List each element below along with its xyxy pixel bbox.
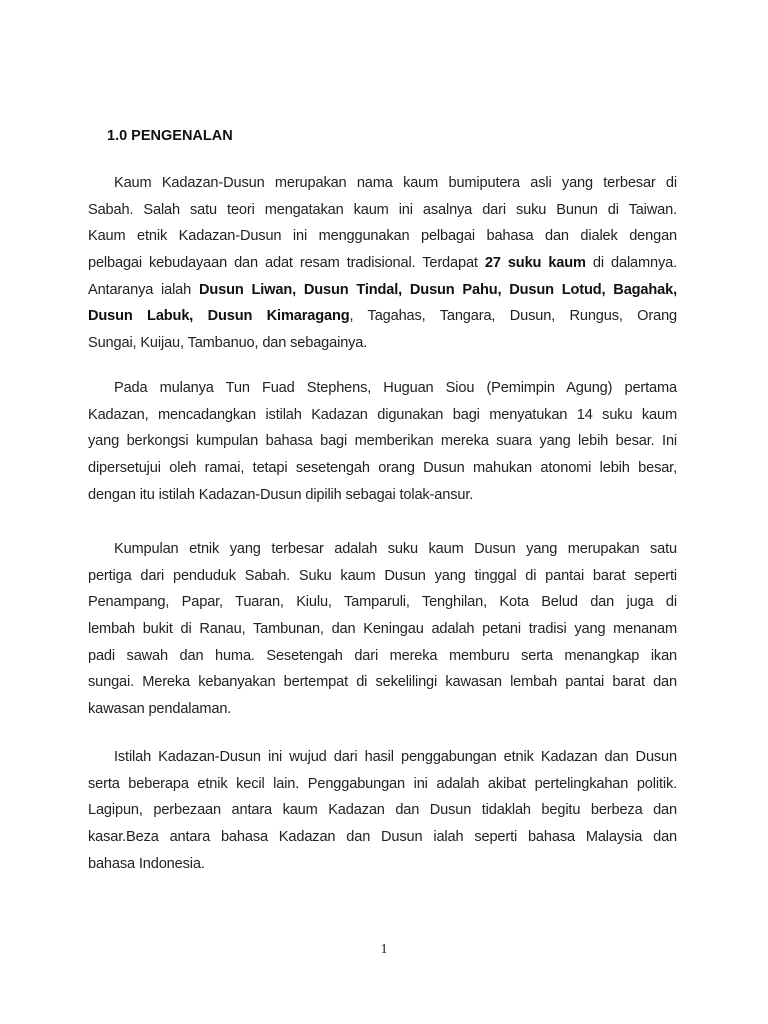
text-line bbox=[88, 277, 677, 304]
text-line bbox=[88, 223, 677, 250]
text-line bbox=[88, 669, 677, 696]
text-run: , Tagahas, Tangara, Dusun, Rungus, Orang bbox=[349, 308, 677, 325]
text-run: dengan itu istilah Kadazan-Dusun dipilih sebagai tolak-ansur. bbox=[88, 486, 474, 503]
paragraph-3 bbox=[88, 536, 677, 723]
text-run: lembah bukit di Ranau, Tambunan, dan Keningau adalah petani tradisi yang menanam bbox=[88, 621, 677, 638]
text-line bbox=[88, 402, 677, 429]
page-number: 1 bbox=[380, 942, 388, 957]
text-line bbox=[88, 170, 677, 197]
text-run: Pada mulanya Tun Fuad Stephens, Huguan Siou (Pemimpin Agung) pertama bbox=[114, 380, 677, 396]
text-line bbox=[88, 250, 677, 277]
text-run: Istilah Kadazan-Dusun ini wujud dari hasil penggabungan etnik Kadazan dan Dusun bbox=[114, 749, 677, 765]
paragraph-4 bbox=[88, 744, 677, 877]
text-line bbox=[88, 428, 677, 455]
text-line bbox=[88, 643, 677, 670]
text-run: serta beberapa etnik kecil lain. Penggabungan ini adalah akibat pertelingkahan politik. bbox=[88, 775, 677, 792]
text-line bbox=[88, 455, 677, 482]
text-line bbox=[88, 330, 677, 357]
text-run: Sungai, Kuijau, Tambanuo, dan sebagainya. bbox=[88, 335, 368, 352]
text-run: pelbagai kebudayaan dan adat resam tradisional. Terdapat bbox=[88, 255, 485, 272]
paragraph-2 bbox=[88, 375, 677, 508]
text-line bbox=[88, 616, 677, 643]
text-line bbox=[88, 797, 677, 824]
text-run: Kumpulan etnik yang terbesar adalah suku kaum Dusun yang merupakan satu bbox=[114, 541, 677, 557]
text-line bbox=[88, 771, 677, 798]
text-line bbox=[88, 589, 677, 616]
text-line bbox=[88, 303, 677, 330]
text-run: di dalamnya. bbox=[585, 255, 677, 272]
text-line bbox=[88, 197, 677, 224]
text-line bbox=[88, 824, 677, 851]
text-line bbox=[88, 563, 677, 590]
section-heading: 1.0 PENGENALAN bbox=[107, 128, 233, 144]
text-run: padi sawah dan huma. Sesetengah dari mereka memburu serta menangkap ikan bbox=[88, 647, 677, 664]
text-line bbox=[88, 482, 677, 509]
text-run: yang berkongsi kumpulan bahasa bagi memberikan mereka suara yang lebih besar. Ini bbox=[88, 433, 677, 450]
text-run: Antaranya ialah bbox=[88, 281, 199, 298]
text-line bbox=[88, 375, 677, 402]
text-run: sungai. Mereka kebanyakan bertempat di sekelilingi kawasan lembah pantai barat dan bbox=[88, 674, 677, 691]
text-run: Kadazan, mencadangkan istilah Kadazan digunakan bagi menyatukan 14 suku kaum bbox=[88, 406, 677, 423]
text-line bbox=[88, 696, 677, 723]
text-line bbox=[88, 851, 677, 878]
bold-text: 27 suku kaum bbox=[484, 255, 586, 272]
text-run: bahasa Indonesia. bbox=[88, 855, 205, 872]
text-run: kasar.Beza antara bahasa Kadazan dan Dusun ialah seperti bahasa Malaysia dan bbox=[88, 829, 677, 846]
bold-text: Dusun Labuk, Dusun Kimaragang bbox=[88, 308, 350, 325]
text-run: dipersetujui oleh ramai, tetapi sesetengah orang Dusun mahukan atonomi lebih besar, bbox=[88, 460, 677, 477]
text-run: Kaum etnik Kadazan-Dusun ini menggunakan pelbagai bahasa dan dialek dengan bbox=[88, 228, 677, 245]
text-line bbox=[88, 744, 677, 771]
text-run: kawasan pendalaman. bbox=[88, 701, 232, 718]
text-line bbox=[88, 536, 677, 563]
text-run: Kaum Kadazan-Dusun merupakan nama kaum bumiputera asli yang terbesar di bbox=[114, 175, 677, 191]
text-run: pertiga dari penduduk Sabah. Suku kaum Dusun yang tinggal di pantai barat seperti bbox=[88, 567, 677, 584]
paragraph-1 bbox=[88, 170, 677, 357]
text-run: Lagipun, perbezaan antara kaum Kadazan dan Dusun tidaklah begitu berbeza dan bbox=[88, 802, 677, 819]
text-run: Sabah. Salah satu teori mengatakan kaum ini asalnya dari suku Bunun di Taiwan. bbox=[88, 201, 677, 218]
bold-text: Dusun Liwan, Dusun Tindal, Dusun Pahu, Dusun Lotud, Bagahak, bbox=[198, 281, 677, 298]
text-run: Penampang, Papar, Tuaran, Kiulu, Tamparuli, Tenghilan, Kota Belud dan juga di bbox=[88, 594, 677, 611]
